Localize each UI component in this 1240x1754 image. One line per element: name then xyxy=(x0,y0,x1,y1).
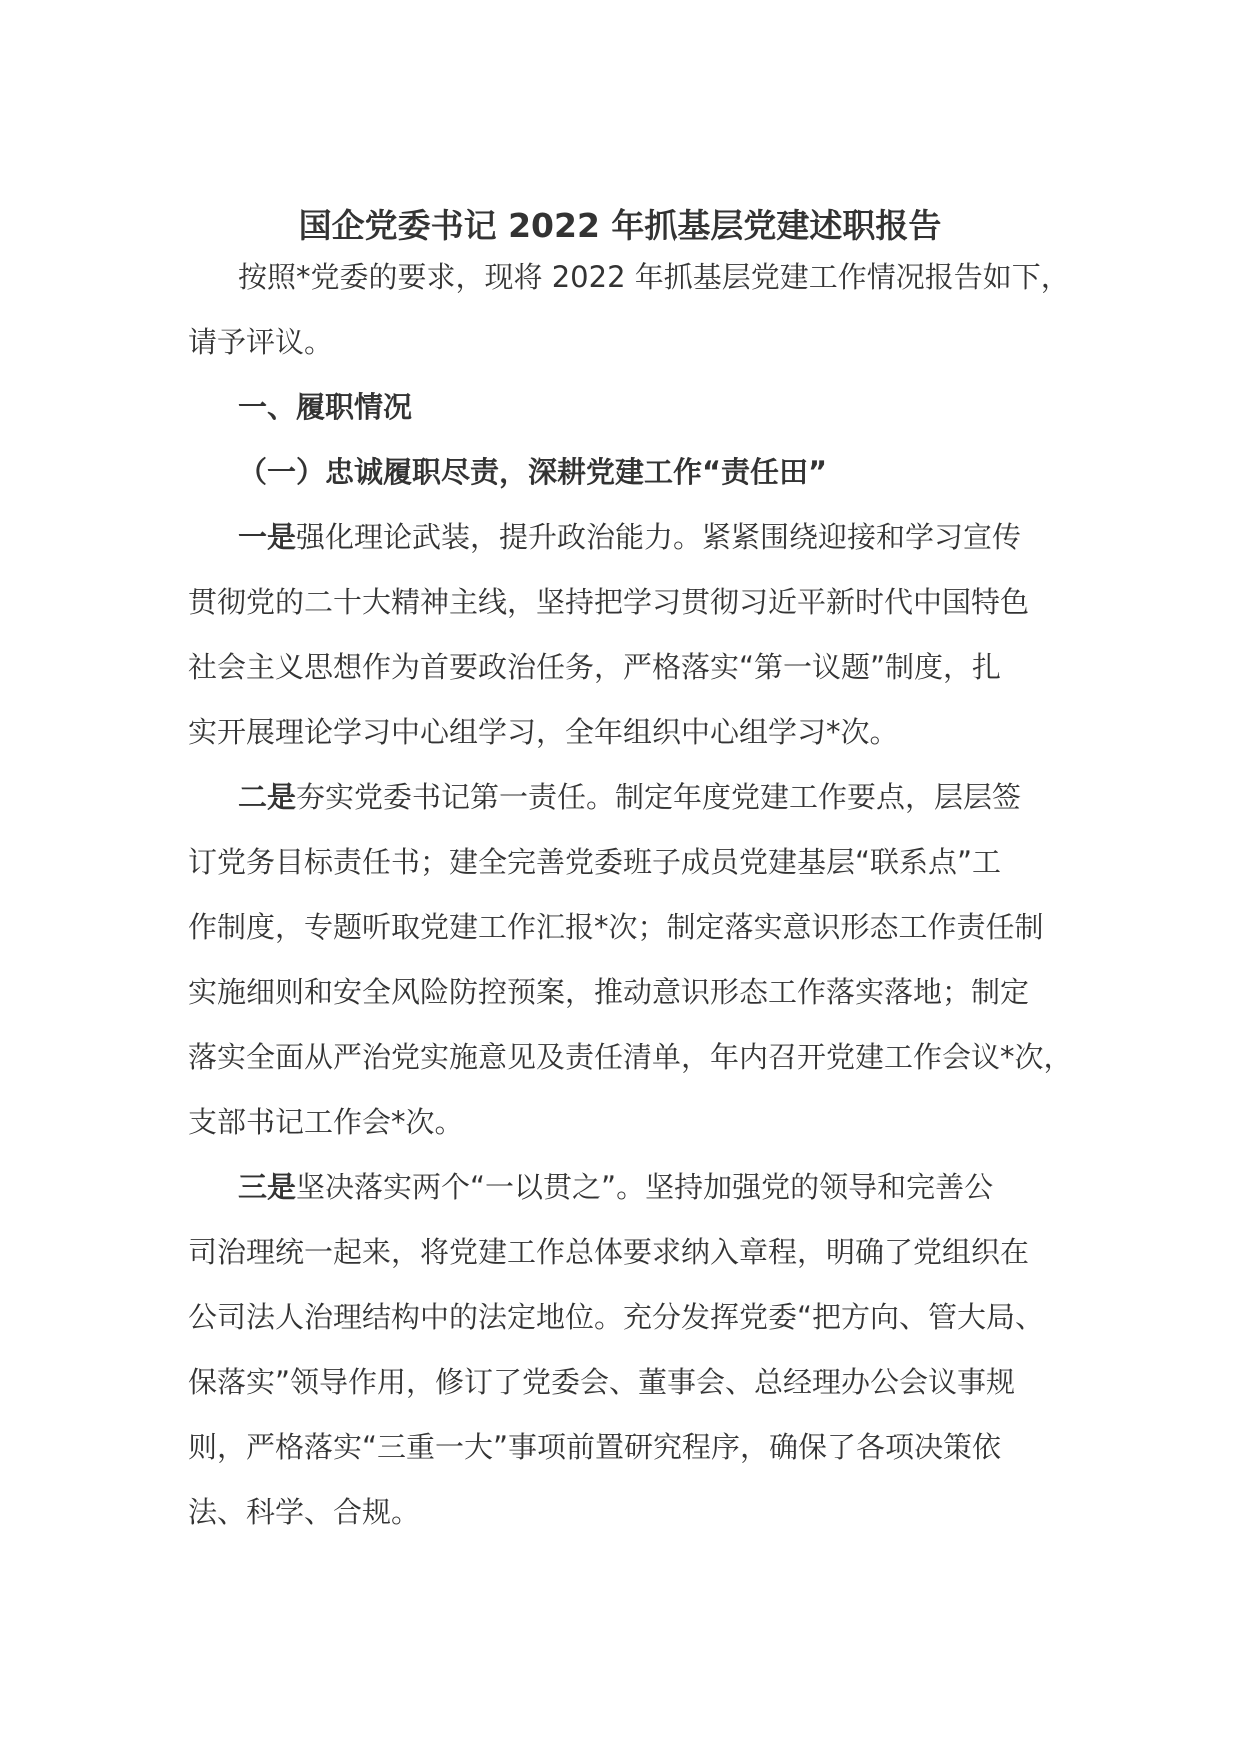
paragraph-line: 支部书记工作会*次。 xyxy=(188,1105,464,1139)
document-title: 国企党委书记 2022 年抓基层党建述职报告 xyxy=(298,206,942,245)
paragraph-line xyxy=(188,1155,1088,1220)
paragraph-line: 订党务目标责任书；建全完善党委班子成员党建基层“联系点”工 xyxy=(188,845,1002,879)
paragraph-lead: 三是 xyxy=(238,1170,297,1204)
intro-line: 按照*党委的要求，现将 2022 年抓基层党建工作情况报告如下， xyxy=(238,260,1070,294)
document-body xyxy=(188,245,1088,1545)
paragraph-text: 夯实党委书记第一责任。制定年度党建工作要点，层层签 xyxy=(296,780,1022,814)
paragraph-line: 司治理统一起来，将党建工作总体要求纳入章程，明确了党组织在 xyxy=(188,1235,1030,1269)
paragraph-text: 坚决落实两个“一以贯之”。坚持加强党的领导和完善公 xyxy=(296,1170,994,1204)
paragraph-line: 则，严格落实“三重一大”事项前置研究程序，确保了各项决策依 xyxy=(188,1430,1002,1464)
paragraph-line xyxy=(188,765,1088,830)
paragraph-line xyxy=(188,505,1088,570)
section-heading: 一、履职情况 xyxy=(238,390,413,424)
subsection-heading: （一）忠诚履职尽责，深耕党建工作“责任田” xyxy=(238,455,828,489)
paragraph-lead: 一是 xyxy=(238,520,297,554)
intro-line: 请予评议。 xyxy=(188,325,334,359)
paragraph-line: 作制度，专题听取党建工作汇报*次；制定落实意识形态工作责任制 xyxy=(188,910,1044,944)
paragraph-line: 社会主义思想作为首要政治任务，严格落实“第一议题”制度，扎 xyxy=(188,650,1002,684)
paragraph-line: 法、科学、合规。 xyxy=(188,1495,421,1529)
paragraph-text: 强化理论武装，提升政治能力。紧紧围绕迎接和学习宣传 xyxy=(296,520,1022,554)
paragraph-line: 实开展理论学习中心组学习，全年组织中心组学习*次。 xyxy=(188,715,899,749)
paragraph-lead: 二是 xyxy=(238,780,297,814)
paragraph-line: 落实全面从严治党实施意见及责任清单，年内召开党建工作会议*次， xyxy=(188,1040,1073,1074)
paragraph-line: 实施细则和安全风险防控预案，推动意识形态工作落实落地；制定 xyxy=(188,975,1030,1009)
paragraph-line: 贯彻党的二十大精神主线，坚持把学习贯彻习近平新时代中国特色 xyxy=(188,585,1030,619)
paragraph-line: 保落实”领导作用，修订了党委会、董事会、总经理办公会议事规 xyxy=(188,1365,1016,1399)
paragraph-line: 公司法人治理结构中的法定地位。充分发挥党委“把方向、管大局、 xyxy=(188,1300,1045,1334)
